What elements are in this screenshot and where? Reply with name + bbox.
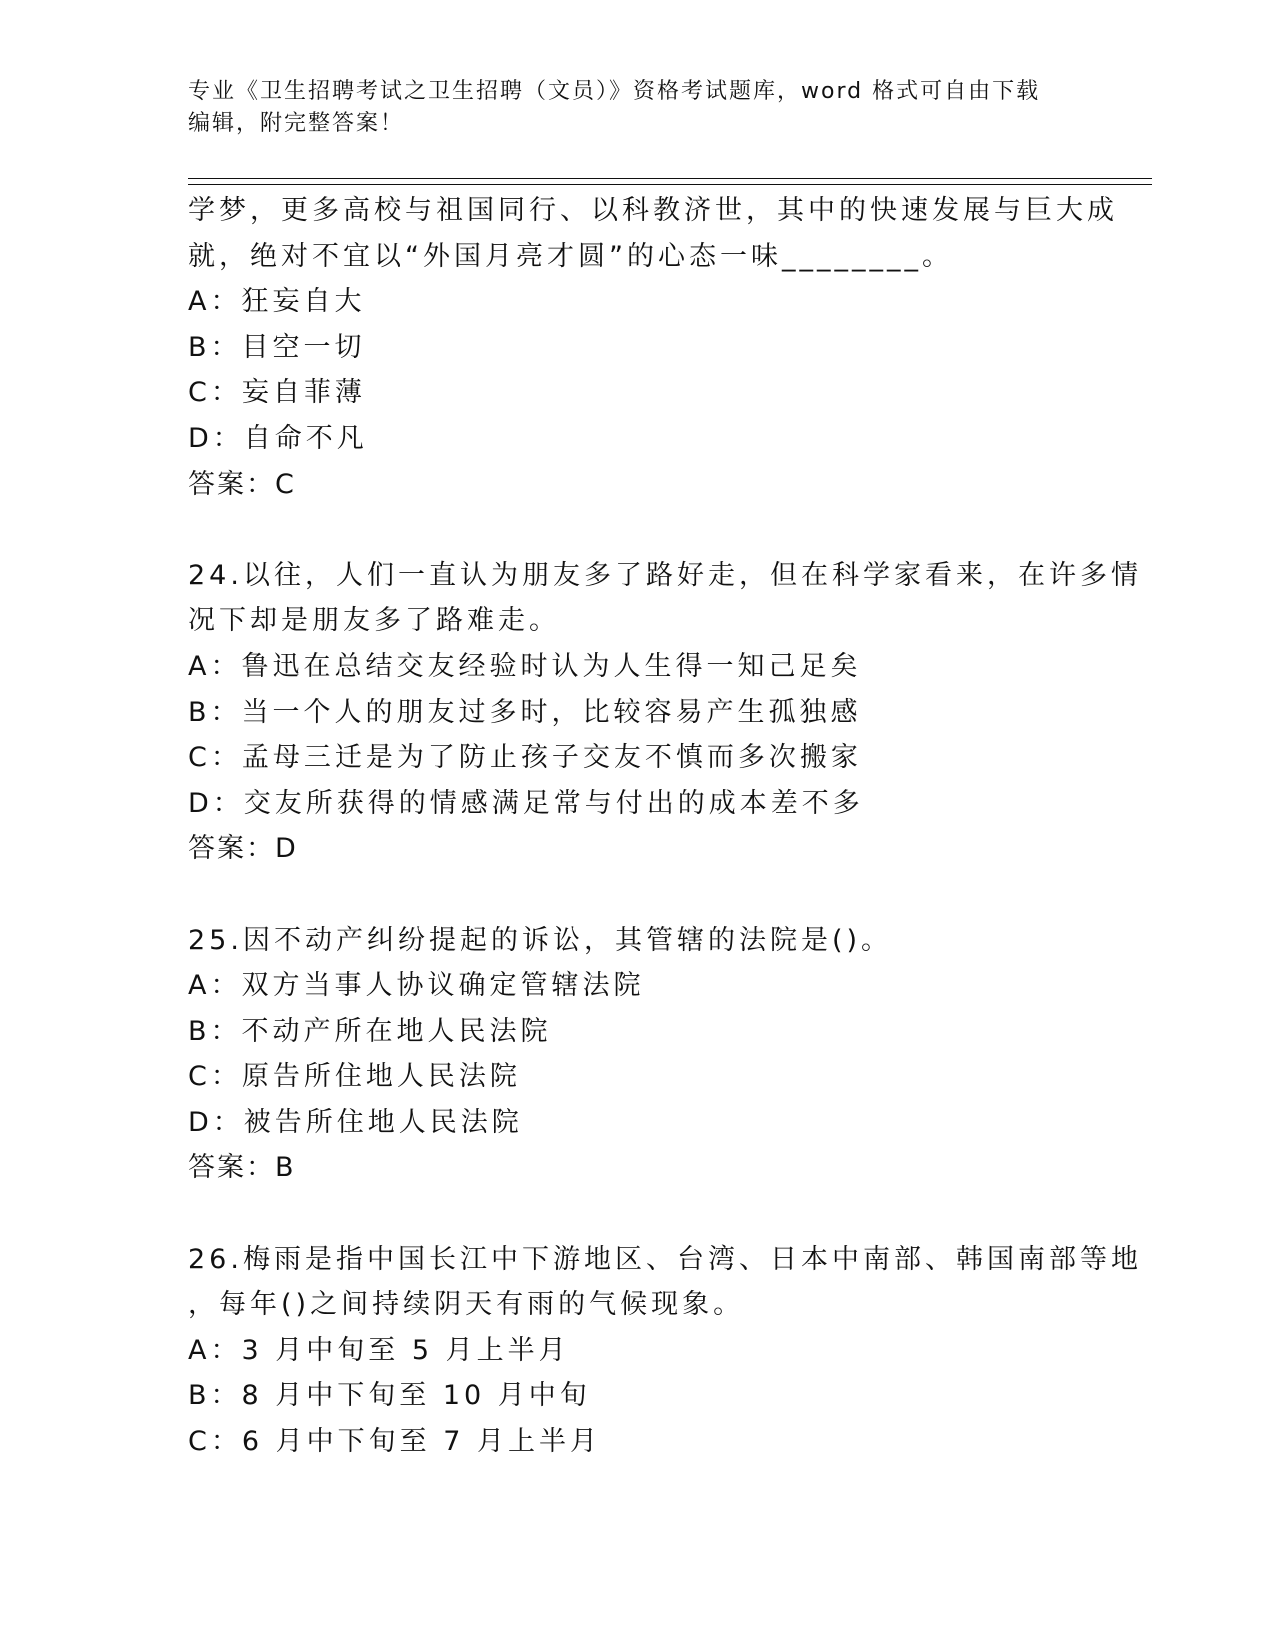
question-stem-line: 24.以往，人们一直认为朋友多了路好走，但在科学家看来，在许多情 [188,559,1142,591]
option-c: C：孟母三迁是为了防止孩子交友不慎而多次搬家 [188,742,862,774]
option-b: B：8 月中下旬至 10 月中旬 [188,1380,591,1412]
question-25 [188,918,1088,1192]
question-stem-line: ，每年()之间持续阴天有雨的气候现象。 [188,1289,745,1321]
question-23 [188,188,1118,507]
spacer [188,507,1088,553]
spacer [188,872,1088,918]
option-d: D：被告所住地人民法院 [188,1106,523,1138]
spacer [188,1191,1088,1237]
header-divider-bottom [188,184,1152,185]
option-b: B：不动产所在地人民法院 [188,1015,552,1047]
question-stem-line: 就，绝对不宜以“外国月亮才圆”的心态一味________。 [188,240,953,272]
question-24 [188,553,1142,872]
option-a: A：鲁迅在总结交友经验时认为人生得一知己足矣 [188,650,862,682]
answer-label: 答案：C [188,468,296,500]
answer-label: 答案：D [188,833,298,865]
question-26 [188,1237,1142,1465]
document-header [188,76,1088,140]
option-c: C：原告所住地人民法院 [188,1061,521,1093]
header-line-2: 编辑，附完整答案！ [188,111,405,136]
answer-label: 答案：B [188,1152,296,1184]
question-stem-line: 26.梅雨是指中国长江中下游地区、台湾、日本中南部、韩国南部等地 [188,1243,1142,1275]
option-c: C：妄自菲薄 [188,377,366,409]
option-d: D：交友所获得的情感满足常与付出的成本差不多 [188,787,864,819]
question-stem-line: 况下却是朋友多了路难走。 [188,605,560,637]
header-divider-top [188,178,1152,179]
option-b: B：当一个人的朋友过多时，比较容易产生孤独感 [188,696,862,728]
question-list [188,188,1142,1465]
question-stem-line: 学梦，更多高校与祖国同行、以科教济世，其中的快速发展与巨大成 [188,195,1118,226]
option-c: C：6 月中下旬至 7 月上半月 [188,1426,601,1458]
option-b: B：目空一切 [188,331,366,363]
option-a: A：双方当事人协议确定管辖法院 [188,970,645,1002]
option-a: A：狂妄自大 [188,286,366,318]
header-line-1: 专业《卫生招聘考试之卫生招聘（文员）》资格考试题库，word 格式可自由下载 [188,79,1041,104]
question-stem-line: 25.因不动产纠纷提起的诉讼，其管辖的法院是()。 [188,924,893,956]
option-a: A：3 月中旬至 5 月上半月 [188,1334,570,1366]
option-d: D：自命不凡 [188,422,368,454]
